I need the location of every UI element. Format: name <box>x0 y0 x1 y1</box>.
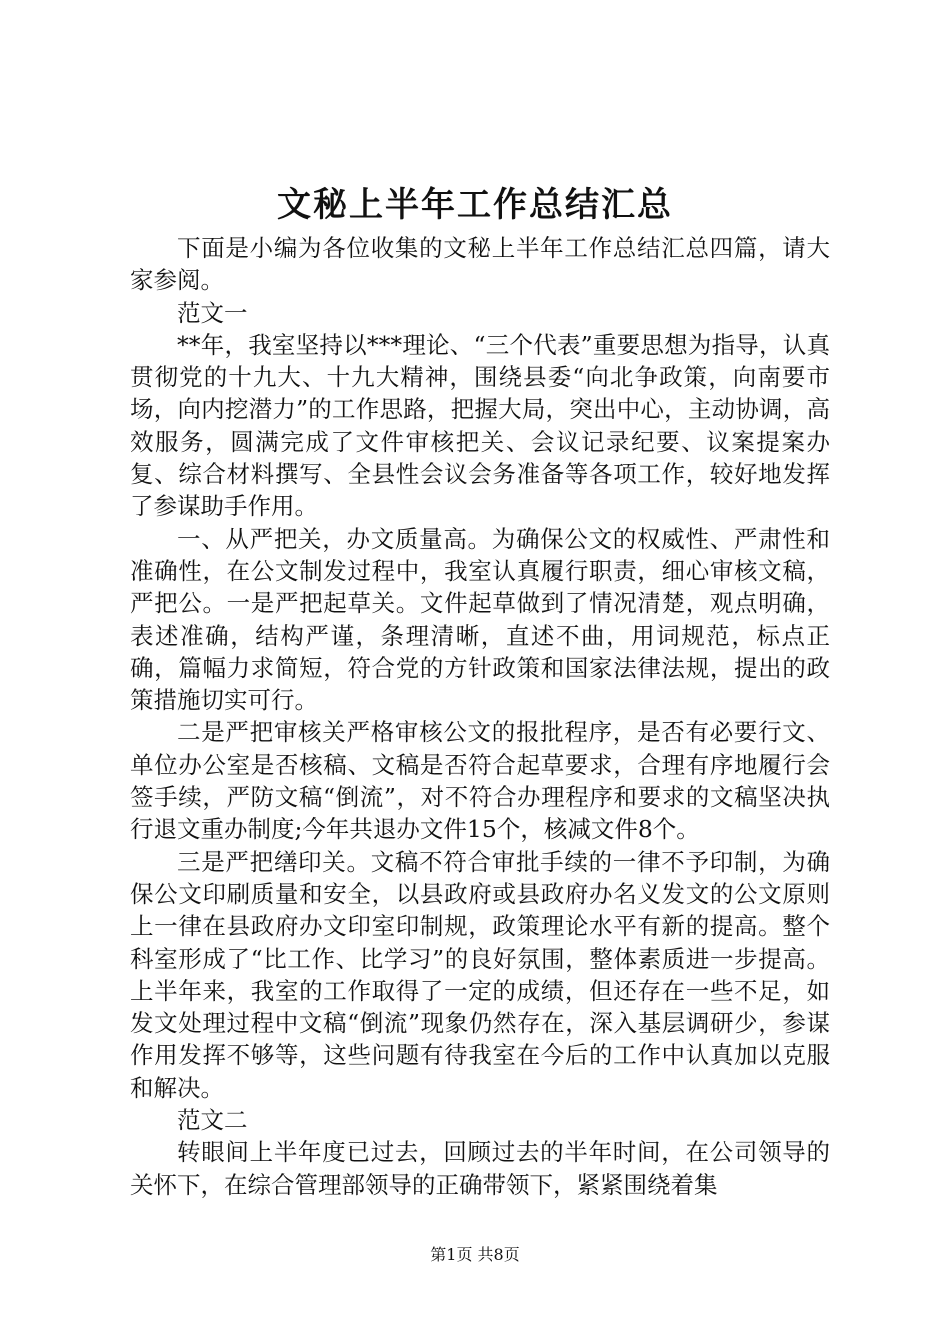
body-paragraph: 二是严把审核关严格审核公文的报批程序，是否有必要行文、单位办公室是否核稿、文稿是否符合起草要求，合理有序地履行会签手续，严防文稿“倒流”，对不符合办理程序和要求的文稿坚决执行退文重办制度;今年共退办文件15个，核减文件8个。 <box>130 718 830 844</box>
document-body <box>130 232 830 1201</box>
document-title: 文秘上半年工作总结汇总 <box>277 185 673 225</box>
page-number-footer: 第1页 共8页 <box>430 1245 520 1264</box>
body-paragraph: 三是严把缮印关。文稿不符合审批手续的一律不予印制，为确保公文印刷质量和安全，以县政府或县政府办名义发文的公文原则上一律在县政府办文印室印制规，政策理论水平有新的提高。整个科室形成了“比工作、比学习”的良好氛围，整体素质进一步提高。上半年来，我室的工作取得了一定的成绩，但还存在一些不足，如发文处理过程中文稿“倒流”现象仍然存在，深入基层调研少，参谋作用发挥不够等，这些问题有待我室在今后的工作中认真加以克服和解决。 <box>130 847 830 1102</box>
section-heading-sample-1: 范文一 <box>177 298 248 327</box>
section-heading-sample-2: 范文二 <box>177 1106 248 1135</box>
body-paragraph: **年，我室坚持以***理论、“三个代表”重要思想为指导，认真贯彻党的十九大、十九大精神，围绕县委“向北争政策，向南要市场，向内挖潜力”的工作思路，把握大局，突出中心，主动协调，高效服务，圆满完成了文件审核把关、会议记录纪要、议案提案办复、综合材料撰写、全县性会议会务准备等各项工作，较好地发挥了参谋助手作用。 <box>130 330 830 521</box>
body-paragraph: 转眼间上半年度已过去，回顾过去的半年时间，在公司领导的关怀下，在综合管理部领导的正确带领下，紧紧围绕着集 <box>130 1138 830 1199</box>
body-paragraph: 一、从严把关，办文质量高。为确保公文的权威性、严肃性和准确性，在公文制发过程中，我室认真履行职责，细心审核文稿，严把公。一是严把起草关。文件起草做到了情况清楚，观点明确，表述准确，结构严谨，条理清晰，直述不曲，用词规范，标点正确，篇幅力求简短，符合党的方针政策和国家法律法规，提出的政策措施切实可行。 <box>130 524 830 715</box>
intro-paragraph: 下面是小编为各位收集的文秘上半年工作总结汇总四篇，请大家参阅。 <box>130 234 830 295</box>
